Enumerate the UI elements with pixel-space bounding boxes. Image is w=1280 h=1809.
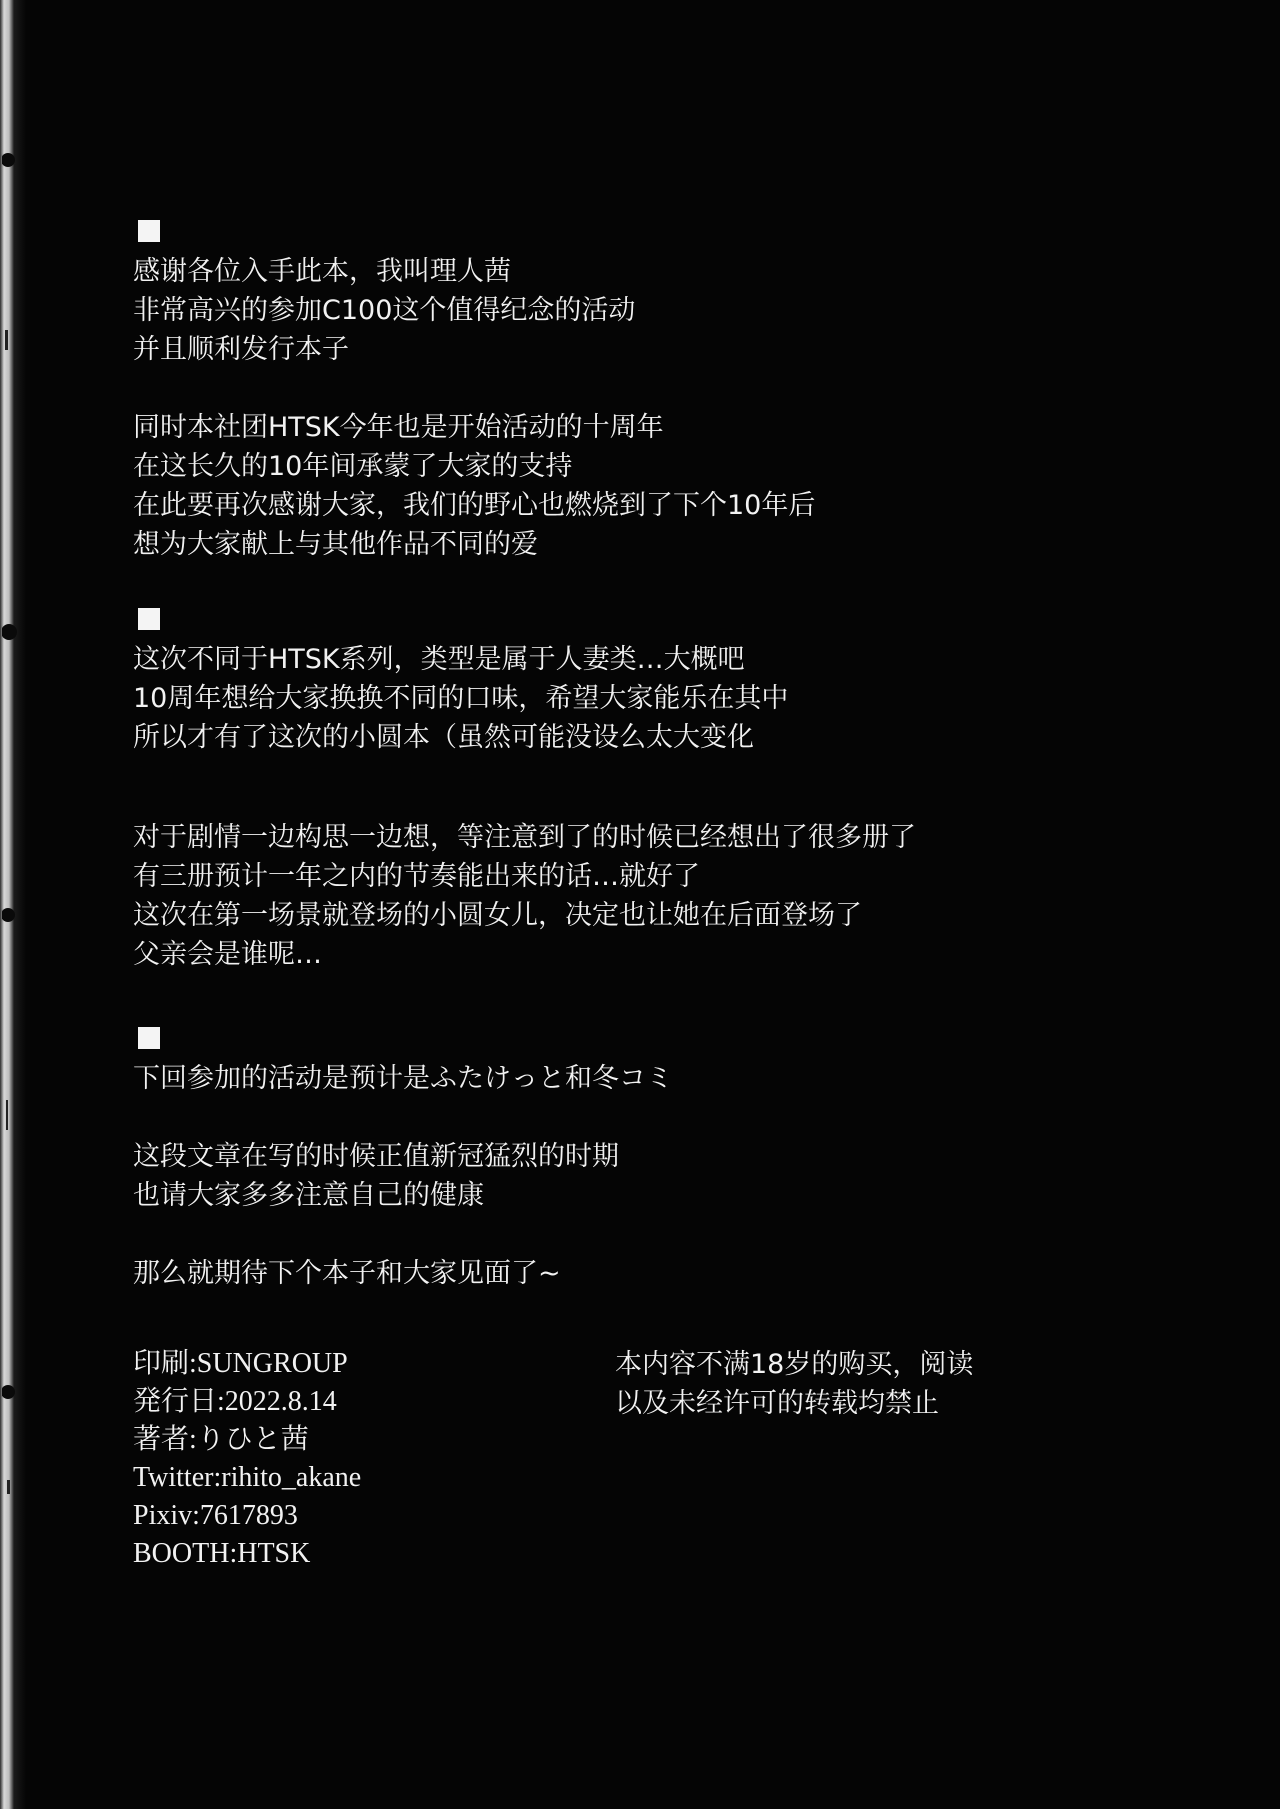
colophon-date: 発行日:2022.8.14 <box>133 1386 337 1417</box>
colophon-booth: BOOTH:HTSK <box>133 1538 311 1569</box>
text-line: 非常高兴的参加C100这个值得纪念的活动 <box>133 295 636 326</box>
section-marker-icon <box>138 1027 160 1049</box>
text-line: 所以才有了这次的小圆本（虽然可能没设么太大变化 <box>133 722 754 753</box>
afterword-section-2 <box>133 608 1213 974</box>
colophon <box>133 1345 361 1573</box>
text-line: 同时本社团HTSK今年也是开始活动的十周年 <box>133 412 664 443</box>
notice-line: 以及未经许可的转载均禁止 <box>615 1388 939 1419</box>
text-line: 想为大家献上与其他作品不同的爱 <box>133 529 538 560</box>
age-restriction-notice <box>615 1345 973 1423</box>
text-line: 在这长久的10年间承蒙了大家的支持 <box>133 451 573 482</box>
text-line: 在此要再次感谢大家，我们的野心也燃烧到了下个10年后 <box>133 490 816 521</box>
text-line: 感谢各位入手此本，我叫理人茜 <box>133 256 511 287</box>
section-marker-icon <box>138 608 160 630</box>
text-line: 那么就期待下个本子和大家见面了~ <box>133 1258 561 1289</box>
afterword-section-1 <box>133 220 1213 564</box>
colophon-printer: 印刷:SUNGROUP <box>133 1348 348 1379</box>
section-marker-icon <box>138 220 160 242</box>
text-line: 下回参加的活动是预计是ふたけっと和冬コミ <box>133 1063 673 1094</box>
text-line: 这次不同于HTSK系列，类型是属于人妻类…大概吧 <box>133 644 745 675</box>
text-line: 对于剧情一边构思一边想，等注意到了的时候已经想出了很多册了 <box>133 822 916 853</box>
scan-edge-marks <box>2 0 22 1809</box>
text-line: 有三册预计一年之内的节奏能出来的话…就好了 <box>133 861 700 892</box>
afterword-section-3 <box>133 1027 1213 1293</box>
text-line: 并且顺利发行本子 <box>133 334 349 365</box>
text-line: 这次在第一场景就登场的小圆女儿，决定也让她在后面登场了 <box>133 900 862 931</box>
colophon-twitter: Twitter:rihito_akane <box>133 1462 362 1493</box>
text-line: 父亲会是谁呢… <box>133 939 322 970</box>
colophon-pixiv: Pixiv:7617893 <box>133 1500 298 1531</box>
afterword-text <box>133 216 1213 1293</box>
notice-line: 本内容不满18岁的购买，阅读 <box>615 1349 974 1380</box>
colophon-author: 著者:りひと茜 <box>133 1424 309 1455</box>
text-line: 也请大家多多注意自己的健康 <box>133 1180 484 1211</box>
text-line: 10周年想给大家换换不同的口味，希望大家能乐在其中 <box>133 683 789 714</box>
text-line: 这段文章在写的时候正值新冠猛烈的时期 <box>133 1141 619 1172</box>
